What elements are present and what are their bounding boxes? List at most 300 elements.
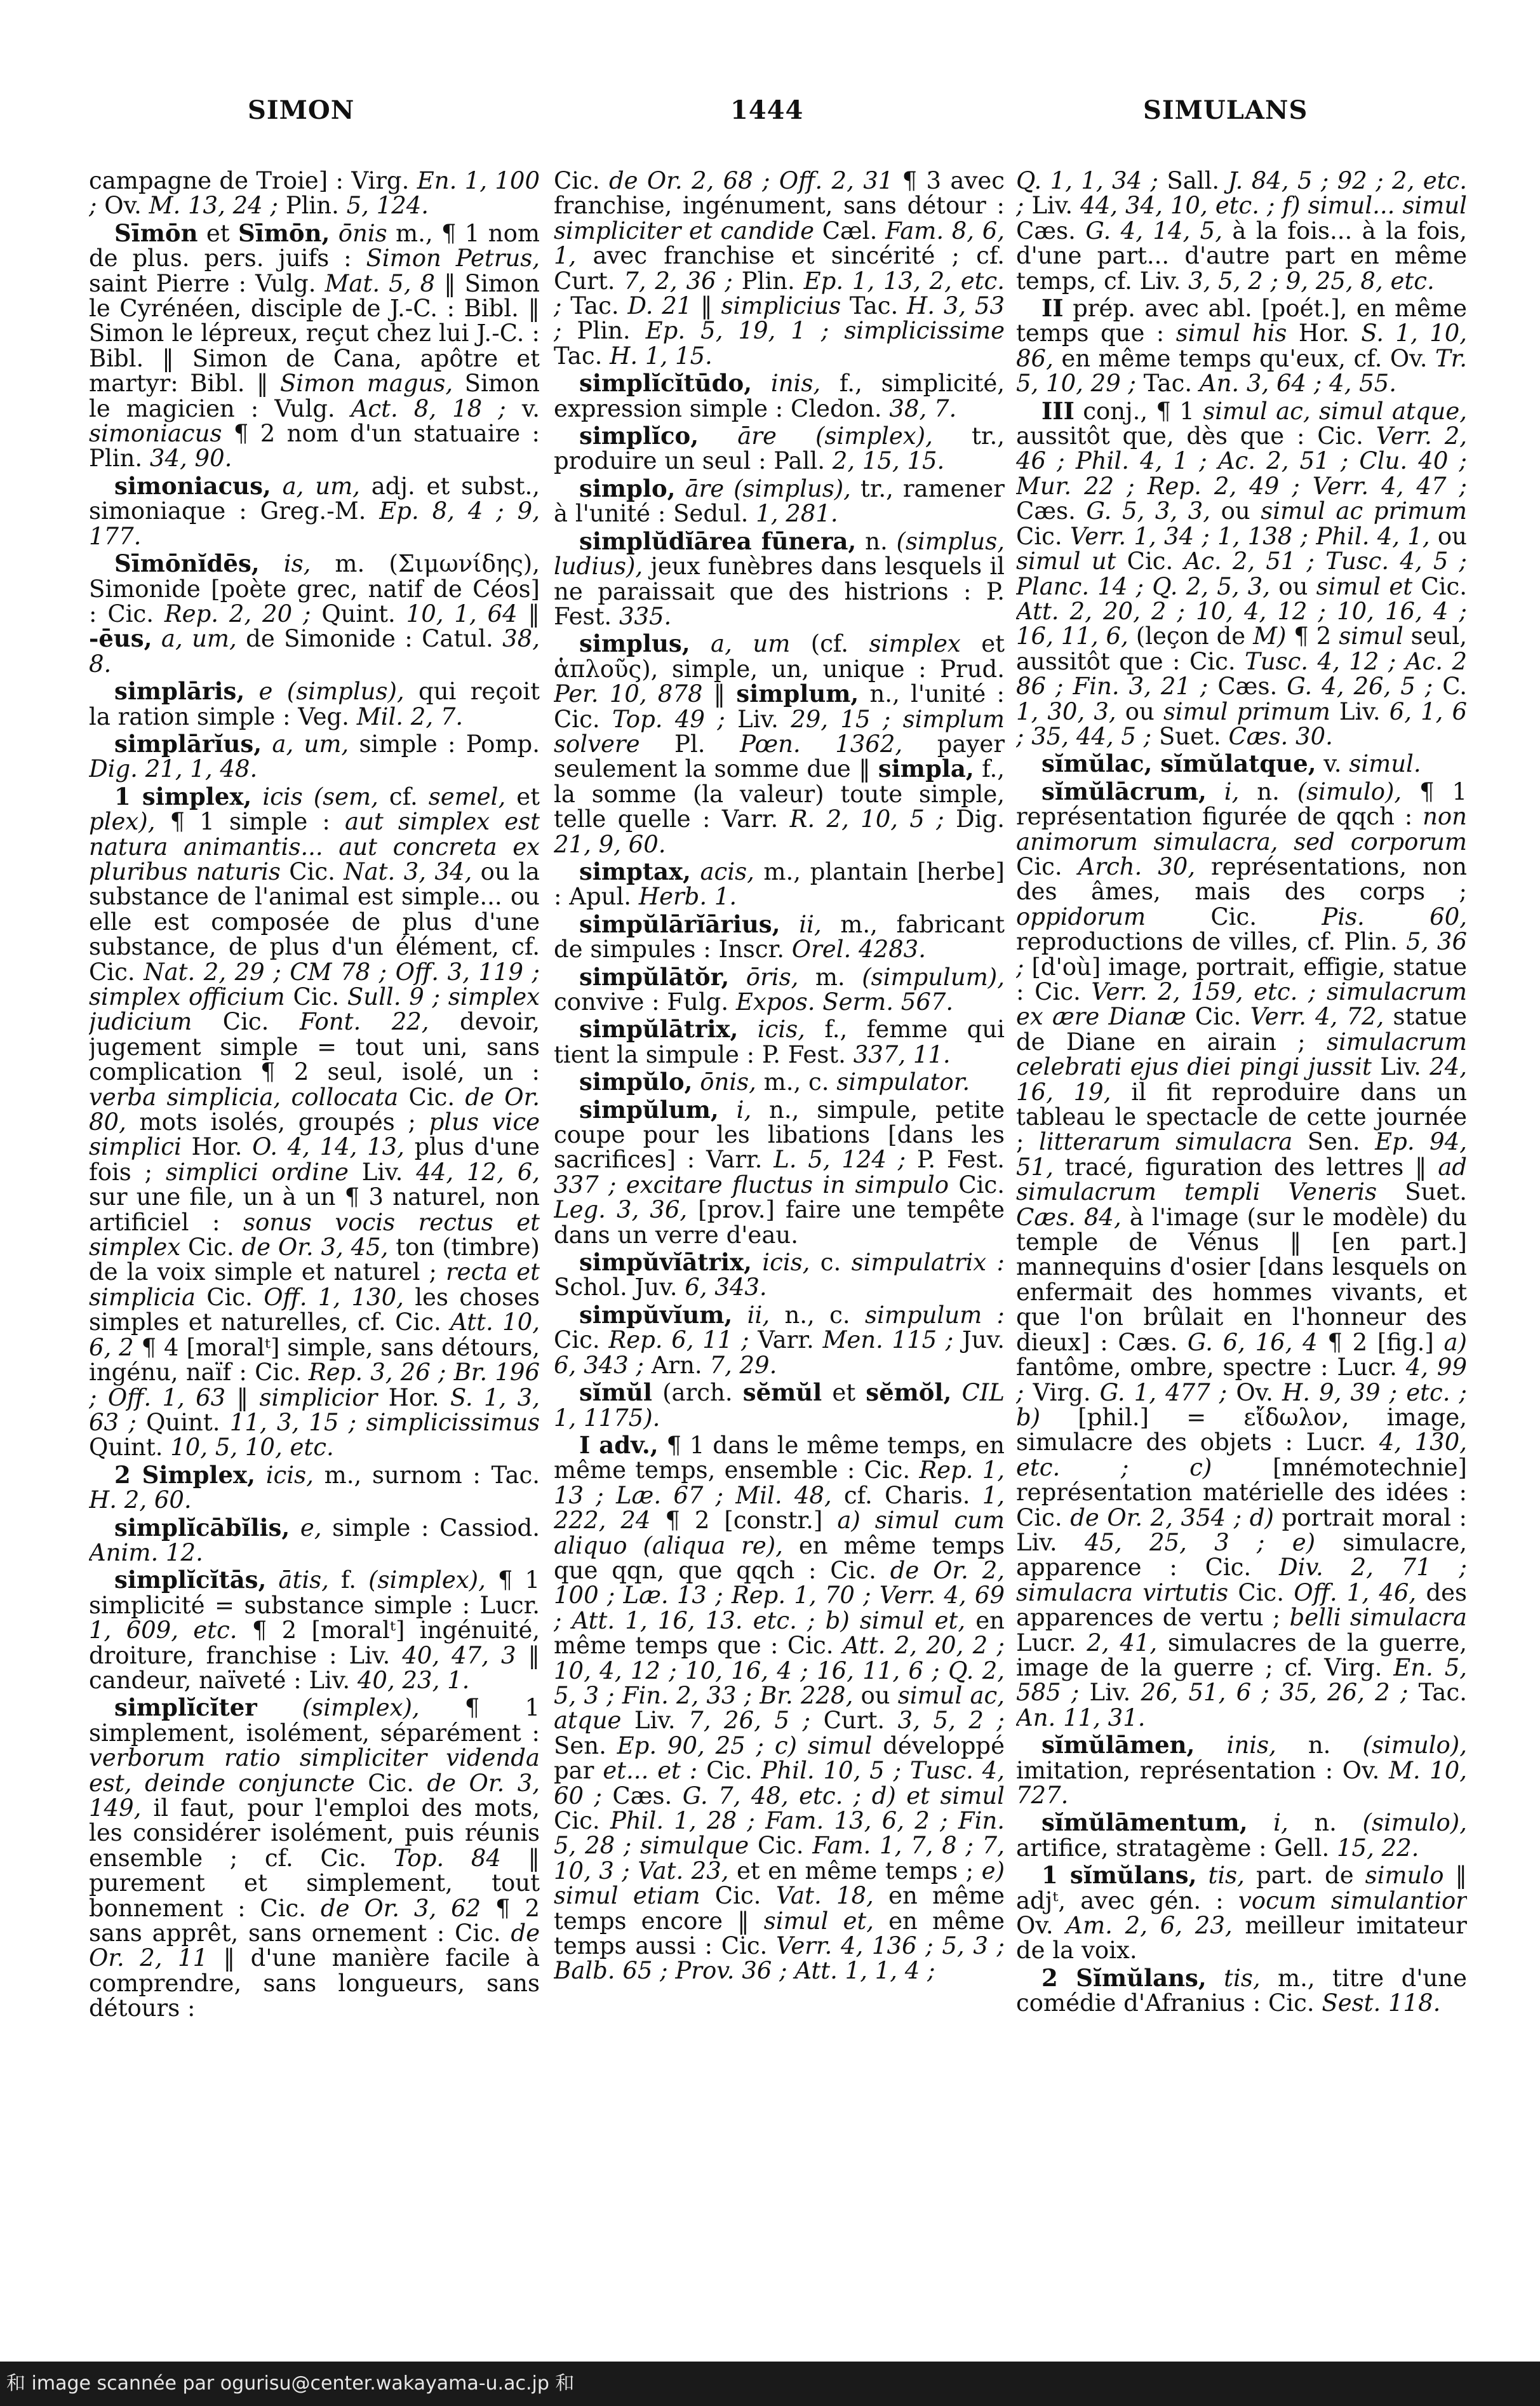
entry-text: il fit reproduire dans un tableau le spectacle de cette journée ; bbox=[1016, 1078, 1467, 1156]
dictionary-entry bbox=[89, 471, 540, 550]
entry-text: Simon le magicien : Vulg. bbox=[89, 370, 540, 422]
entry-italic-text: G. 7, 48, etc. ; d) et simul bbox=[682, 1782, 1005, 1810]
entry-italic-text: ii, bbox=[780, 910, 822, 938]
entry-italic-text: 335. bbox=[619, 602, 672, 630]
entry-text: Cic. bbox=[749, 1832, 813, 1860]
dictionary-entry bbox=[89, 679, 540, 729]
entry-text: tr., produire un seul : Pall. bbox=[554, 422, 1005, 475]
entry-headword: simplo, bbox=[579, 474, 676, 502]
entry-text: n., c. bbox=[770, 1301, 865, 1329]
entry-headword: simplĭcĭtūdo, bbox=[579, 369, 753, 398]
entry-italic-text: 6, 343. bbox=[685, 1274, 767, 1301]
entry-text: part. de bbox=[1244, 1862, 1365, 1890]
entry-italic-text: 38, 8. bbox=[89, 625, 540, 678]
entry-italic-text: Tr. 5, 10, 29 ; bbox=[1016, 344, 1467, 398]
entry-italic-text: 38, 7. bbox=[889, 394, 957, 422]
entry-text: Cic. bbox=[1016, 522, 1070, 550]
entry-italic-text: 4, 99 ; bbox=[1016, 1354, 1467, 1406]
entry-italic-text: Sull. 9 ; simplex judicium bbox=[89, 983, 540, 1036]
entry-italic-text: Att. 10, 6, 2 bbox=[89, 1308, 540, 1361]
entry-headword: simpŭlārĭārius, bbox=[579, 910, 780, 938]
entry-italic-text: (simulo), bbox=[1297, 777, 1402, 805]
entry-text: n., simpule, petite coupe pour les libations [dans les sacrifices] : Varr. bbox=[554, 1096, 1005, 1174]
entry-italic-text: Cæs. 84, bbox=[1016, 1203, 1122, 1231]
entry-italic-text: is, bbox=[259, 550, 311, 578]
entry-text: Quint. bbox=[311, 600, 406, 628]
entry-italic-text: simoniacus bbox=[89, 420, 222, 448]
entry-italic-text: 1, 222, 24 bbox=[554, 1481, 1005, 1535]
dictionary-entry bbox=[1016, 751, 1467, 776]
entry-italic-text: simulacrum celebrati ejus diei pingi jussit bbox=[1016, 1028, 1467, 1081]
entry-headword: I adv., bbox=[579, 1430, 659, 1459]
entry-italic-text: 15, 22. bbox=[1337, 1834, 1419, 1862]
entry-headword: sĕmŭl bbox=[742, 1378, 822, 1407]
entry-italic-text: Ac. 2, 51 ; Tusc. 4, 5 ; Planc. 14 ; Q. 2, 5, 3, bbox=[1016, 548, 1467, 600]
dictionary-entry bbox=[554, 1250, 1005, 1300]
entry-italic-text: G. 6, 16, 4 bbox=[1187, 1328, 1318, 1356]
entry-text: Cic. bbox=[1228, 1578, 1294, 1606]
entry-text: Liv. bbox=[1371, 1053, 1430, 1081]
entry-italic-text: plus vice simplici bbox=[89, 1108, 540, 1161]
entry-italic-text: Simon magus, bbox=[279, 370, 453, 398]
entry-text: f. bbox=[328, 1566, 369, 1594]
dictionary-entry bbox=[1016, 1863, 1467, 1963]
entry-text: ‖ bbox=[702, 680, 737, 708]
entry-italic-text: de Or. 80, bbox=[89, 1083, 540, 1136]
dictionary-entry bbox=[1016, 1733, 1467, 1808]
entry-italic-text: G. 4, 26, 5 ; bbox=[1287, 673, 1433, 701]
entry-italic-text: icis, bbox=[255, 1461, 314, 1489]
entry-headword: simpŭlum, bbox=[579, 1095, 719, 1124]
dictionary-entry bbox=[89, 168, 540, 218]
entry-headword: simplum, bbox=[736, 680, 859, 708]
entry-text: en même temps encore ‖ bbox=[554, 1882, 1005, 1935]
entry-italic-text: simul ut bbox=[1016, 548, 1116, 575]
entry-text: P. Fest. bbox=[906, 1146, 1005, 1174]
dictionary-entry bbox=[554, 1070, 1005, 1094]
entry-text: n. bbox=[1239, 777, 1297, 805]
entry-text: ou bbox=[1210, 497, 1261, 525]
entry-italic-text: Rep. 3, 26 ; Br. 196 ; Off. 1, 63 bbox=[89, 1359, 540, 1411]
entry-text: m., c. bbox=[756, 1068, 837, 1096]
entry-text: Plin. bbox=[732, 267, 804, 295]
entry-italic-text: Vat. 18, bbox=[775, 1882, 874, 1910]
entry-text: Varr. bbox=[749, 1326, 823, 1354]
entry-italic-text: 40, 47, 3 bbox=[402, 1641, 516, 1669]
entry-text: Cic. bbox=[192, 1008, 300, 1036]
entry-italic-text: icis, bbox=[738, 1016, 805, 1044]
entry-italic-text: Rep. 6, 11 ; bbox=[608, 1326, 749, 1354]
entry-italic-text: 1, 30, 3, bbox=[1016, 697, 1116, 725]
entry-text: Hor. bbox=[377, 1383, 450, 1411]
entry-text: ‖ adjᵗ, avec gén. : bbox=[1016, 1862, 1467, 1914]
entry-text: tr., ramener à l'unité : Sedul. bbox=[554, 474, 1005, 528]
entry-text: ¶ 1 simplicité = substance simple : Lucr. bbox=[89, 1566, 540, 1619]
entry-text: Tac. bbox=[1408, 1679, 1467, 1707]
entry-text: Sen. bbox=[1292, 1128, 1376, 1156]
entry-text: sur une file, un à un ¶ 3 naturel, non artificiel : bbox=[89, 1183, 540, 1236]
entry-italic-text: 6, 343 ; bbox=[554, 1351, 644, 1379]
entry-italic-text: plex), bbox=[89, 808, 156, 836]
dictionary-entry bbox=[554, 424, 1005, 474]
entry-text: m., titre d'une comédie d'Afranius : Cic. bbox=[1016, 1964, 1467, 2017]
entry-italic-text: i, bbox=[718, 1096, 752, 1124]
entry-text: Cic. bbox=[195, 1283, 264, 1311]
entry-text: statue de Diane en airain ; bbox=[1016, 1003, 1467, 1056]
entry-text: Juv. bbox=[953, 1326, 1005, 1354]
entry-text: Cic. bbox=[700, 1882, 776, 1910]
entry-text: Cic. bbox=[285, 983, 347, 1011]
entry-headword: simoniacus, bbox=[114, 471, 271, 500]
dictionary-entry bbox=[554, 371, 1005, 421]
entry-italic-text: verba simplicia, collocata bbox=[89, 1083, 399, 1111]
dictionary-entry bbox=[89, 218, 540, 473]
dictionary-entry bbox=[89, 1695, 540, 2020]
entry-italic-text: sonus vocis rectus et simplex bbox=[89, 1208, 540, 1261]
entry-italic-text: Ep. 1, 13, 2, etc. ; bbox=[554, 267, 1005, 320]
entry-text: Hor. bbox=[181, 1133, 253, 1161]
entry-italic-text: O. 4, 14, 13, bbox=[252, 1133, 405, 1161]
entry-italic-text: ad simulacrum templi Veneris bbox=[1016, 1153, 1467, 1206]
entry-italic-text: 44, 34, 10, etc. ; f) simul... simul bbox=[1080, 192, 1467, 220]
dictionary-entry bbox=[554, 1300, 1005, 1379]
entry-text: tracé, figuration des lettres ‖ bbox=[1053, 1153, 1438, 1181]
entry-italic-text: 3, 5, 2 ; bbox=[897, 1707, 1005, 1735]
entry-italic-text: Div. 2, 71 ; simulacra virtutis bbox=[1016, 1554, 1467, 1606]
entry-text: portrait moral : Liv. bbox=[1016, 1503, 1467, 1556]
entry-italic-text: a) bbox=[1443, 1328, 1467, 1356]
entry-italic-text: litterarum simulacra bbox=[1039, 1128, 1293, 1156]
entry-text: n., l'unité : Cic. bbox=[554, 680, 1005, 733]
entry-italic-text: simul his bbox=[1175, 319, 1287, 347]
entry-italic-text: (simpulum), bbox=[862, 963, 1005, 991]
dictionary-entry bbox=[1016, 168, 1467, 293]
entry-headword: simptax, bbox=[579, 857, 691, 885]
entry-italic-text: Top. 49 ; bbox=[612, 705, 725, 733]
entry-italic-text: recta et simplicia bbox=[89, 1258, 540, 1311]
entry-italic-text: G. 1, 477 ; bbox=[1099, 1378, 1228, 1406]
entry-italic-text: a, um bbox=[690, 630, 791, 658]
entry-text: Cic. bbox=[1146, 903, 1322, 931]
entry-text: ¶ 1 représentation figurée de qqch : bbox=[1016, 777, 1467, 831]
entry-headword: simplĭcābĭlis, bbox=[114, 1513, 290, 1542]
entry-italic-text: Verr. 2, 46 ; Phil. 4, 1 ; Ac. 2, 51 ; Clu. 40 ; Mur. 22 ; Rep. 2, 49 ; Verr. 4, 47 ; bbox=[1016, 422, 1467, 500]
entry-headword: III bbox=[1041, 396, 1075, 425]
entry-headword: simplāris, bbox=[114, 677, 245, 706]
entry-italic-text: Verr. 1, 34 ; 1, 138 ; Phil. 4, 1, bbox=[1069, 522, 1430, 550]
entry-text: Lucr. bbox=[1016, 1629, 1087, 1657]
entry-text: payer seulement la somme due ‖ bbox=[554, 730, 1005, 783]
entry-text: Tac. bbox=[1135, 370, 1200, 398]
entry-italic-text: M. 13, 24 ; bbox=[149, 192, 286, 220]
entry-italic-text: 40, 23, 1. bbox=[357, 1666, 470, 1694]
entry-text: Liv. bbox=[1079, 1679, 1141, 1707]
entry-headword: 2 Simplex, bbox=[114, 1460, 255, 1489]
dictionary-entry bbox=[1016, 1810, 1467, 1860]
dictionary-entry bbox=[554, 1430, 1005, 1985]
entry-headword: 1 simplex, bbox=[114, 782, 252, 810]
entry-italic-text: Q. 1, 1, 34 ; bbox=[1016, 168, 1158, 194]
running-head-left: SIMON bbox=[248, 95, 355, 125]
entry-italic-text: de Or. 3, 149, bbox=[89, 1769, 540, 1822]
entry-italic-text: Herb. 1. bbox=[638, 883, 737, 911]
entry-text: en même temps que : Cic. bbox=[554, 1606, 1005, 1660]
entry-text: Schol. Juv. bbox=[554, 1274, 685, 1301]
dictionary-entry bbox=[89, 1568, 540, 1693]
entry-italic-text: e) simul etiam bbox=[554, 1857, 1005, 1910]
dictionary-entry bbox=[554, 1017, 1005, 1067]
entry-text: en même temps qu'eux, cf. Ov. bbox=[1053, 344, 1435, 372]
entry-text: développé par bbox=[554, 1731, 1005, 1785]
entry-italic-text: 2, 41, bbox=[1087, 1629, 1158, 1657]
entry-italic-text: Pis. 60, bbox=[1322, 903, 1467, 931]
entry-italic-text: (simulo), bbox=[1362, 1809, 1467, 1837]
entry-text: ¶ 1 dans le même temps, en même temps, ensemble : Cic. bbox=[554, 1431, 1005, 1484]
entry-italic-text: 337, 11. bbox=[853, 1040, 951, 1068]
entry-text: n. bbox=[1276, 1731, 1363, 1759]
entry-italic-text: Ep. 90, 25 ; c) simul bbox=[617, 1731, 873, 1759]
entry-headword: sĕmŏl, bbox=[866, 1378, 952, 1407]
entry-italic-text: simplicius bbox=[721, 292, 841, 320]
entry-italic-text: 1, 609, etc. bbox=[89, 1616, 238, 1644]
entry-italic-text: simul bbox=[1339, 622, 1403, 650]
entry-text: campagne de Troie] : Virg. bbox=[89, 168, 417, 194]
entry-italic-text: 2, 15, 15. bbox=[832, 447, 945, 475]
entry-text: à la fois... à la fois, d'une part... d'autre part en même temps, cf. Liv. bbox=[1016, 217, 1467, 295]
entry-italic-text: simul ac primum bbox=[1261, 497, 1467, 525]
entry-italic-text: Font. 22, bbox=[299, 1008, 429, 1036]
entry-italic-text: vocum simulantior bbox=[1238, 1886, 1467, 1914]
dictionary-entry bbox=[1016, 296, 1467, 396]
entry-text: Quint. bbox=[136, 1408, 230, 1436]
entry-text: ¶ 2 bbox=[1286, 622, 1339, 650]
running-head-right: SIMULANS bbox=[1143, 95, 1308, 125]
entry-text: représentations, non des âmes, mais des corps ; bbox=[1016, 852, 1467, 906]
entry-text: prép. avec abl. [poét.], en même temps que : bbox=[1016, 295, 1467, 347]
entry-text: (arch. bbox=[652, 1379, 743, 1407]
entry-text: Ov. bbox=[104, 192, 149, 220]
entry-italic-text: Off. 1, 130, bbox=[264, 1283, 404, 1311]
dictionary-entry bbox=[554, 859, 1005, 910]
entry-italic-text: de Or. 2, 68 ; Off. 2, 31 bbox=[608, 168, 894, 194]
entry-italic-text: Leg. 3, 36, bbox=[554, 1196, 688, 1224]
entry-italic-text: e, bbox=[290, 1514, 322, 1542]
entry-text: de Simonide : Catul. bbox=[236, 625, 503, 653]
entry-italic-text: H. 9, 39 ; etc. ; b) bbox=[1016, 1378, 1467, 1431]
entry-italic-text: simplicior bbox=[259, 1383, 378, 1411]
entry-text: m. (Σιμωνίδης), Simonide [poète grec, natif de Céos] : Cic. bbox=[89, 550, 540, 628]
entry-italic-text: simpulatrix : bbox=[851, 1249, 1005, 1277]
entry-italic-text: Anim. 12. bbox=[89, 1538, 203, 1566]
dictionary-entry bbox=[89, 551, 540, 676]
entry-text: ou la substance de l'animal est simple... ou elle est composée de plus d'une substance, de plus d'un élément, cf. Cic. bbox=[89, 857, 540, 986]
entry-text: Cæs. bbox=[1208, 673, 1287, 701]
entry-text: ‖ candeur, naïveté : Liv. bbox=[89, 1641, 540, 1694]
entry-italic-text: (simplus, ludius), bbox=[554, 527, 1005, 581]
entry-text: ‖ bbox=[692, 292, 721, 320]
entry-italic-text: Phil. 1, 28 ; Fam. 13, 6, 2 ; Fin. 5, 28 ; simulque bbox=[554, 1807, 1005, 1860]
entry-italic-text: ōris, bbox=[729, 963, 799, 991]
entry-italic-text: R. 2, 10, 5 ; bbox=[789, 805, 944, 833]
entry-text: Hor. bbox=[1287, 319, 1362, 347]
entry-italic-text: Att. 2, 20, 2 ; 10, 4, 12 ; 10, 16, 4 ; 16, 11, 6, bbox=[1016, 597, 1467, 650]
entry-headword: simpla, bbox=[878, 755, 974, 783]
entry-headword: -ēus, bbox=[89, 624, 152, 653]
entry-text: imitation, représentation : Ov. bbox=[1016, 1756, 1389, 1784]
entry-text: ¶ 1 simplement, isolément, séparément : bbox=[89, 1694, 540, 1747]
entry-italic-text: An. 11, 31. bbox=[1016, 1704, 1146, 1731]
entry-text: v. bbox=[506, 394, 540, 422]
entry-italic-text: Dig. 21, 1, 48. bbox=[89, 755, 258, 783]
entry-text: Cic. bbox=[180, 1233, 242, 1261]
entry-text: Cic. bbox=[554, 168, 609, 194]
dictionary-entry bbox=[554, 912, 1005, 962]
entry-italic-text: Am. 2, 6, 23, bbox=[1066, 1912, 1233, 1940]
entry-italic-text: Per. 10, 878 bbox=[554, 680, 703, 708]
entry-italic-text: Expos. Serm. 567. bbox=[735, 988, 954, 1016]
entry-italic-text: Verr. 4, 136 ; 5, 3 ; Balb. 65 ; Prov. 36 ; Att. 1, 1, 4 ; bbox=[554, 1932, 1005, 1985]
entry-italic-text: a, um, bbox=[271, 472, 360, 500]
entry-text: qui reçoit la ration simple : Veg. bbox=[89, 678, 540, 730]
entry-italic-text: Simon Petrus, bbox=[366, 245, 540, 272]
entry-headword: Sīmōn bbox=[114, 218, 198, 247]
entry-text: ton (timbre) de la voix simple et naturel ; bbox=[89, 1233, 540, 1286]
entry-italic-text: 21, 9, 60. bbox=[554, 830, 666, 858]
entry-italic-text: tis, bbox=[1196, 1862, 1245, 1890]
entry-text: ou bbox=[1270, 572, 1316, 600]
entry-text: en même temps que qqn, que qqch : Cic. bbox=[554, 1531, 1005, 1584]
entry-italic-text: (simplex), bbox=[368, 1566, 486, 1594]
entry-text: ¶ 2 sans apprêt, sans ornement : Cic. bbox=[89, 1894, 540, 1947]
entry-text: Sen. bbox=[554, 1731, 617, 1759]
entry-italic-text: An. 3, 64 ; 4, 55. bbox=[1199, 370, 1396, 398]
entry-headword: 2 Sĭmŭlans, bbox=[1041, 1963, 1207, 1992]
entry-headword: simplĭcĭter bbox=[114, 1693, 257, 1722]
entry-italic-text: 45, 25, 3 ; e) bbox=[1084, 1528, 1316, 1556]
dictionary-entry bbox=[554, 631, 1005, 857]
entry-italic-text: simplex bbox=[869, 630, 961, 658]
entry-italic-text: simulo bbox=[1365, 1862, 1444, 1890]
entry-text: (leçon de bbox=[1128, 622, 1254, 650]
entry-italic-text: Nat. 2, 29 ; CM 78 ; Off. 3, 119 ; simplex officium bbox=[89, 958, 540, 1011]
entry-italic-text: simul ac, simul atque, bbox=[1203, 397, 1467, 425]
entry-italic-text: semel, bbox=[428, 783, 506, 810]
entry-text: il faut, pour l'emploi des mots, les considérer isolément, puis réunis ensemble ; cf. Cic. bbox=[89, 1794, 540, 1872]
entry-italic-text: ōnis, bbox=[692, 1068, 756, 1096]
entry-italic-text: belli simulacra bbox=[1289, 1604, 1467, 1632]
entry-italic-text: 10, 1, 64 bbox=[406, 600, 518, 628]
entry-italic-text: i, bbox=[1206, 777, 1240, 805]
entry-text: Suet. bbox=[1377, 1178, 1467, 1206]
entry-text: m., plantain [herbe] : Apul. bbox=[554, 857, 1005, 911]
entry-italic-text: de Or. 3, 62 bbox=[320, 1894, 481, 1922]
entry-text: ou bbox=[853, 1681, 898, 1709]
entry-italic-text: 26, 51, 6 ; 35, 26, 2 ; bbox=[1141, 1679, 1409, 1707]
entry-italic-text: S. 1, 10, 86, bbox=[1016, 319, 1467, 372]
entry-italic-text: inis, bbox=[752, 370, 821, 398]
entry-text: Cæs. bbox=[601, 1782, 683, 1810]
entry-text: [mnémotechnie] représentation matérielle des idées : Cic. bbox=[1016, 1453, 1467, 1531]
entry-headword: simplŭdĭārea fūnera, bbox=[579, 527, 857, 555]
entry-italic-text: de Or. 2, 11 bbox=[89, 1919, 540, 1972]
entry-italic-text: simplici ordine bbox=[165, 1158, 349, 1186]
entry-text: Cic. bbox=[280, 857, 344, 885]
entry-italic-text: CIL 1, 1175). bbox=[554, 1379, 1005, 1432]
entry-italic-text: M) bbox=[1253, 622, 1287, 650]
entry-text: ¶ 2 [constr.] bbox=[650, 1507, 838, 1535]
entry-italic-text: 5, 124. bbox=[346, 192, 429, 220]
entry-text: les choses simples et naturelles, cf. Cic. bbox=[89, 1283, 540, 1336]
entry-text: des apparences de vertu ; bbox=[1016, 1578, 1467, 1632]
entry-italic-text: Verr. 2, 159, etc. ; simulacrum ex ære Dianæ bbox=[1016, 978, 1467, 1031]
entry-italic-text: ātis, bbox=[266, 1566, 329, 1594]
entry-text: reproductions de villes, cf. Plin. bbox=[1016, 928, 1407, 956]
entry-text: à l'image (sur le modèle) du temple de Vénus ‖ [en part.] mannequins d'osier [dans lesquels on enfermait des hommes vivants, et que l'on brûlait en l'honneur des dieux] : Cæs. bbox=[1016, 1203, 1467, 1356]
entry-italic-text: 10, 5, 10, etc. bbox=[170, 1434, 334, 1462]
entry-italic-text: Fam. 1, 7, 8 ; 7, 10, 3 ; Vat. 23, bbox=[554, 1832, 1005, 1885]
entry-text: Cæl. bbox=[814, 217, 886, 245]
entry-italic-text: Fam. 8, 6, 1, bbox=[554, 217, 1005, 270]
entry-text: Liv. bbox=[1024, 192, 1081, 220]
entry-italic-text: āre (simplex), bbox=[699, 422, 933, 450]
entry-italic-text: i, bbox=[1247, 1809, 1289, 1837]
entry-text: ‖ purement et simplement, tout bonnement : Cic. bbox=[89, 1844, 540, 1922]
entry-headword: sĭmŭl bbox=[579, 1378, 652, 1407]
dictionary-entry bbox=[89, 1460, 540, 1514]
entry-italic-text: 44, 12, 6, bbox=[416, 1158, 540, 1186]
dictionary-entry bbox=[89, 784, 540, 1460]
entry-italic-text: simpulum : bbox=[865, 1301, 1005, 1329]
entry-text: Liv. bbox=[725, 705, 791, 733]
entry-text: Ov. bbox=[1016, 1912, 1066, 1940]
entry-text: [prov.] faire une tempête dans un verre d'eau. bbox=[554, 1196, 1005, 1249]
entry-text: mots isolés, groupés ; bbox=[126, 1108, 429, 1136]
entry-italic-text: Tusc. 4, 12 ; Ac. 2 86 ; Fin. 3, 21 ; bbox=[1016, 647, 1467, 701]
entry-italic-text: Ep. 94, 51, bbox=[1016, 1128, 1467, 1181]
entry-text: Liv. bbox=[621, 1707, 689, 1735]
entry-text: seul, aussitôt que : Cic. bbox=[1016, 622, 1467, 675]
entry-text: Cic. bbox=[554, 1326, 609, 1354]
entry-text: conj., ¶ 1 bbox=[1074, 397, 1203, 425]
entry-italic-text: Men. 115 ; bbox=[822, 1326, 954, 1354]
entry-headword: sĭmŭlācrum, bbox=[1041, 777, 1207, 805]
entry-headword: simpŭlātrix, bbox=[579, 1015, 739, 1044]
entry-italic-text: H. 1, 15. bbox=[610, 342, 713, 370]
dictionary-entry bbox=[1016, 779, 1467, 1730]
entry-italic-text: 29, 15 ; simplum solvere bbox=[554, 705, 1005, 758]
entry-headword: simpŭlo, bbox=[579, 1068, 693, 1096]
entry-headword: sĭmŭlac, sĭmŭlatque, bbox=[1041, 749, 1316, 778]
page-number: 1444 bbox=[730, 95, 804, 125]
entry-italic-text: de Or. 2, 100 ; Læ. 13 ; Rep. 1, 70 ; Verr. 4, 69 ; Att. 1, 16, 13. etc. ; b) simul et, bbox=[554, 1556, 1005, 1634]
entry-italic-text: et... et : bbox=[603, 1757, 698, 1785]
entry-text: Suet. bbox=[1151, 722, 1229, 750]
entry-italic-text: acis, bbox=[690, 857, 754, 885]
entry-text: m., ¶ 1 nom de plus. pers. juifs : bbox=[89, 219, 540, 272]
entry-text: Cic. bbox=[1412, 572, 1467, 600]
scan-credit-footer: 和 image scannée par ogurisu@center.wakayama-u.ac.jp 和 bbox=[0, 2362, 1540, 2406]
entry-text: Curt. bbox=[810, 1707, 898, 1735]
entry-text: et en même temps ; bbox=[728, 1857, 982, 1885]
entry-text: ou bbox=[1116, 697, 1163, 725]
text-column-2 bbox=[554, 168, 1005, 2328]
entry-text: meilleur imitateur de la voix. bbox=[1016, 1912, 1467, 1965]
entry-text: Liv. bbox=[348, 1158, 417, 1186]
entry-italic-text: Arch. 30, bbox=[1078, 852, 1196, 880]
dictionary-entry bbox=[1016, 396, 1467, 750]
entry-text: convive : Fulg. bbox=[554, 988, 736, 1016]
entry-italic-text: H. 2, 60. bbox=[89, 1486, 192, 1514]
